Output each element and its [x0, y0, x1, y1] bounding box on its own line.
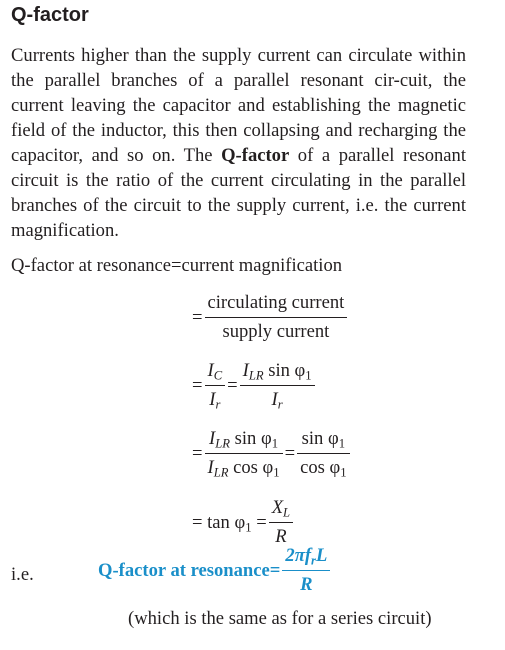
fraction-ic-over-ir: $\frac{I_C}{I_r}$ — [205, 360, 226, 411]
paragraph-bold-term: Q-factor — [221, 145, 290, 166]
section-title: Q-factor — [11, 4, 89, 26]
fraction-ilr-sin-over-ir: $\frac{I_{LR} \sin \varphi_1}{I_r}$ — [240, 360, 315, 411]
equation-3: = $\frac{I_{LR} \sin \varphi_1}{I_{LR} \cos \varphi_1}$ = $\frac{\sin \varphi_1}{\cos \varphi_1}$ — [190, 428, 350, 479]
fraction-sin-over-cos: $\frac{\sin \varphi_1}{\cos \varphi_1}$ — [297, 428, 349, 479]
paragraph-text-1: Currents higher than the supply current can circulate within the parallel branches of a parallel resonant cir-cuit, the current leaving the capacitor and establishing the magnetic field of the inductor, this then collapsing and recharging the capacitor, and so on. The — [11, 45, 466, 166]
equation-intro: Q-factor at resonance=current magnification — [11, 255, 343, 276]
equation-4: = $\tan \varphi_1$ = $\frac{X_L}{R}$ — [190, 497, 293, 548]
fraction-2pifrl-over-r: $\frac{2\pi f_rL}{R}$ — [282, 545, 330, 596]
fraction-ilr-sin-over-ilr-cos: $\frac{I_{LR} \sin \varphi_1}{I_{LR} \cos \varphi_1}$ — [205, 428, 283, 479]
fraction-xl-over-r: $\frac{X_L}{R}$ — [269, 497, 293, 548]
ie-label: i.e. — [11, 564, 34, 585]
result-equation: Q-factor at resonance= $\frac{2\pi f_rL}{R}$ — [96, 545, 330, 596]
series-circuit-note: (which is the same as for a series circuit) — [128, 608, 432, 629]
body-paragraph — [11, 43, 466, 243]
equation-2: = $\frac{I_C}{I_r}$ = $\frac{I_{LR} \sin \varphi_1}{I_r}$ — [190, 360, 315, 411]
paragraph-text-2: of a parallel resonant circuit is the ratio of the current circulating in the parallel branches of the circuit to the supply current, i.e. the current magnification. — [11, 145, 466, 241]
equation-1: = $\frac{\text{circulating current}}{\text{supply current}}$ — [190, 292, 347, 343]
fraction-circulating-over-supply: $\frac{\text{circulating current}}{\text{supply current}}$ — [205, 292, 348, 343]
